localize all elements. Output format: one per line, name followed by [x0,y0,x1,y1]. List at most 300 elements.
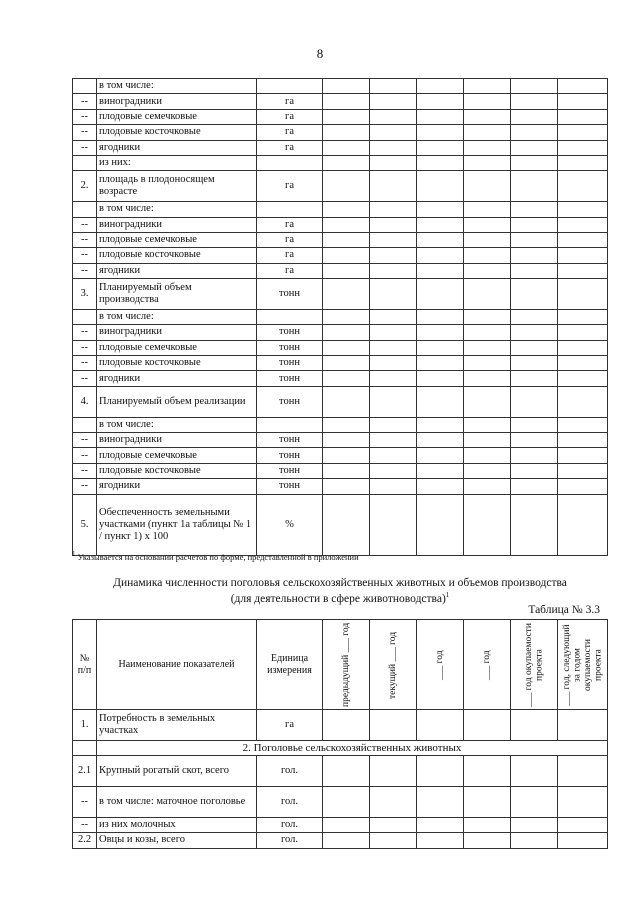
cell-value[interactable] [464,109,511,124]
cell-value[interactable] [370,79,417,94]
cell-value[interactable] [464,325,511,340]
cell-value[interactable] [464,448,511,463]
cell-name: Потребность в земельных участках [97,710,257,741]
cell-value[interactable] [370,217,417,232]
cell-value[interactable] [323,817,370,832]
cell-value[interactable] [558,309,608,324]
cell-value[interactable] [417,125,464,140]
cell-value[interactable] [417,786,464,817]
cell-value[interactable] [323,756,370,787]
cell-value[interactable] [417,817,464,832]
cell-value[interactable] [511,479,558,494]
cell-value[interactable] [511,309,558,324]
cell-value[interactable] [558,340,608,355]
table-row [73,79,608,94]
cell-unit: га [257,125,323,140]
cell-value[interactable] [464,433,511,448]
cell-value[interactable] [464,217,511,232]
table-row [73,833,608,848]
cell-value[interactable] [370,463,417,478]
cell-value[interactable] [323,448,370,463]
cell-value[interactable] [464,710,511,741]
cell-num: -- [73,340,97,355]
cell-unit: гол. [257,756,323,787]
cell-value[interactable] [464,94,511,109]
cell-value[interactable] [323,263,370,278]
cell-name: ягодники [97,371,257,386]
cell-value[interactable] [323,463,370,478]
cell-unit: % [257,494,323,556]
cell-value[interactable] [417,833,464,848]
cell-value[interactable] [464,79,511,94]
table-row [73,433,608,448]
cell-unit: тонн [257,279,323,310]
cell-num [73,202,97,217]
header-after-payback-text: ___ год, следующий за годом окупаемости проекта [561,623,603,706]
cell-value[interactable] [417,325,464,340]
cell-value[interactable] [417,155,464,170]
cell-name: виноградники [97,94,257,109]
cell-value[interactable] [464,248,511,263]
cell-name: ягодники [97,140,257,155]
cell-value[interactable] [464,833,511,848]
cell-name: ягодники [97,479,257,494]
cell-value[interactable] [370,756,417,787]
table-row [73,817,608,832]
cell-value[interactable] [511,94,558,109]
cell-num: -- [73,325,97,340]
cell-num: 5. [73,494,97,556]
section-heading: 2. Поголовье сельскохозяйственных животных [97,740,608,755]
cell-value[interactable] [417,386,464,417]
table-row [73,386,608,417]
cell-value[interactable] [323,248,370,263]
cell-value[interactable] [417,232,464,247]
cell-value[interactable] [511,817,558,832]
cell-value[interactable] [323,371,370,386]
cell-unit: тонн [257,448,323,463]
cell-value[interactable] [511,125,558,140]
cell-name: плодовые семечковые [97,448,257,463]
cell-value[interactable] [417,479,464,494]
header-year1 [417,620,464,710]
cell-value[interactable] [558,710,608,741]
table-row [73,494,608,556]
header-after-payback [558,620,608,710]
cell-value[interactable] [558,171,608,202]
cell-value[interactable] [417,140,464,155]
cell-value[interactable] [370,340,417,355]
cell-unit: га [257,248,323,263]
cell-value[interactable] [417,417,464,432]
footnote [72,550,359,562]
cell-value[interactable] [464,386,511,417]
cell-name: из них: [97,155,257,170]
cell-num: 2. [73,171,97,202]
table-row [73,340,608,355]
cell-value[interactable] [558,325,608,340]
cell-value[interactable] [417,109,464,124]
cell-value[interactable] [558,125,608,140]
cell-value[interactable] [558,463,608,478]
cell-name: в том числе: [97,309,257,324]
cell-value[interactable] [370,325,417,340]
cell-value[interactable] [464,140,511,155]
table-row [73,125,608,140]
header-num: № п/п [73,620,97,710]
cell-value[interactable] [511,232,558,247]
cell-value[interactable] [370,125,417,140]
cell-value[interactable] [370,279,417,310]
cell-value[interactable] [370,109,417,124]
table-row [73,309,608,324]
table-row [73,463,608,478]
cell-unit: га [257,710,323,741]
header-unit: Единица измерения [257,620,323,710]
cell-value[interactable] [464,479,511,494]
cell-value[interactable] [558,79,608,94]
cell-value[interactable] [511,371,558,386]
cell-num [73,79,97,94]
cell-value[interactable] [370,833,417,848]
cell-num: -- [73,463,97,478]
cell-value[interactable] [464,155,511,170]
cell-value[interactable] [417,433,464,448]
cell-value[interactable] [417,309,464,324]
table-row [73,217,608,232]
cell-name: плодовые косточковые [97,463,257,478]
cell-value[interactable] [323,325,370,340]
cell-name: виноградники [97,433,257,448]
cell-value[interactable] [511,263,558,278]
cell-value[interactable] [511,386,558,417]
cell-name: Планируемый объем производства [97,279,257,310]
cell-value[interactable] [511,463,558,478]
cell-num: -- [73,140,97,155]
cell-value[interactable] [558,494,608,556]
cell-name: плодовые семечковые [97,232,257,247]
cell-name: Обеспеченность земельными участками (пункт 1а таблицы № 1 / пункт 1) х 100 [97,494,257,556]
cell-name: площадь в плодоносящем возрасте [97,171,257,202]
cell-value[interactable] [511,79,558,94]
cell-value[interactable] [417,248,464,263]
table-row [73,248,608,263]
table-row [73,448,608,463]
cell-value[interactable] [417,463,464,478]
cell-value[interactable] [511,494,558,556]
cell-value[interactable] [464,202,511,217]
cell-value[interactable] [323,155,370,170]
cell-num: -- [73,371,97,386]
cell-value[interactable] [323,217,370,232]
cell-value[interactable] [511,710,558,741]
table-row [73,171,608,202]
table-row [73,94,608,109]
cell-num: -- [73,109,97,124]
cell-value[interactable] [370,263,417,278]
header-prev-year [323,620,370,710]
cell-value[interactable] [464,309,511,324]
cell-value[interactable] [417,340,464,355]
cell-value[interactable] [464,125,511,140]
cell-value[interactable] [558,279,608,310]
cell-value[interactable] [464,494,511,556]
cell-unit: га [257,171,323,202]
cell-value[interactable] [323,356,370,371]
cell-value[interactable] [370,171,417,202]
cell-value[interactable] [370,140,417,155]
cell-name: Планируемый объем реализации [97,386,257,417]
table-row [73,325,608,340]
cell-value[interactable] [511,417,558,432]
cell-value[interactable] [417,263,464,278]
cell-value[interactable] [323,494,370,556]
cell-name: виноградники [97,217,257,232]
table-header-row [73,620,608,710]
cell-value[interactable] [323,171,370,202]
cell-value[interactable] [370,248,417,263]
table-row [73,232,608,247]
cell-value[interactable] [323,125,370,140]
cell-value[interactable] [511,202,558,217]
cell-value[interactable] [511,248,558,263]
cell-value[interactable] [511,433,558,448]
cell-unit: га [257,232,323,247]
cell-value[interactable] [558,433,608,448]
cell-value[interactable] [323,479,370,494]
cell-name: в том числе: маточное поголовье [97,786,257,817]
cell-name: плодовые косточковые [97,125,257,140]
cell-value[interactable] [370,494,417,556]
cell-num: -- [73,94,97,109]
page-number: 8 [316,46,324,61]
cell-value[interactable] [370,786,417,817]
cell-value[interactable] [511,140,558,155]
cell-unit: тонн [257,463,323,478]
cell-value[interactable] [370,232,417,247]
cell-value[interactable] [511,356,558,371]
cell-value[interactable] [417,494,464,556]
cell-value[interactable] [558,417,608,432]
cell-unit: га [257,217,323,232]
cell-value[interactable] [370,448,417,463]
cell-unit: га [257,94,323,109]
table-row [73,756,608,787]
cell-value[interactable] [464,786,511,817]
crop-area-table [72,78,608,556]
cell-value[interactable] [464,463,511,478]
cell-value[interactable] [464,371,511,386]
cell-value[interactable] [417,356,464,371]
cell-unit [257,417,323,432]
cell-value[interactable] [323,833,370,848]
cell-value[interactable] [558,479,608,494]
cell-value[interactable] [464,817,511,832]
cell-value[interactable] [558,155,608,170]
cell-unit [257,155,323,170]
header-payback-year-text: ___ год окупаемости проекта [523,622,544,707]
cell-name: из них молочных [97,817,257,832]
cell-unit: тонн [257,479,323,494]
cell-value[interactable] [323,140,370,155]
cell-name: виноградники [97,325,257,340]
cell-num [73,740,97,755]
cell-name: в том числе: [97,79,257,94]
section-title-footnote-marker: 1 [445,591,450,599]
cell-value[interactable] [464,263,511,278]
cell-value[interactable] [464,171,511,202]
cell-value[interactable] [323,79,370,94]
cell-value[interactable] [558,817,608,832]
cell-value[interactable] [558,786,608,817]
cell-value[interactable] [558,140,608,155]
cell-num: -- [73,248,97,263]
table-row [73,279,608,310]
cell-value[interactable] [511,448,558,463]
cell-value[interactable] [558,356,608,371]
cell-value[interactable] [558,371,608,386]
table-row [73,371,608,386]
cell-value[interactable] [370,94,417,109]
cell-value[interactable] [511,756,558,787]
cell-value[interactable] [370,202,417,217]
table-row [73,263,608,278]
cell-value[interactable] [511,833,558,848]
cell-unit: тонн [257,356,323,371]
cell-value[interactable] [511,109,558,124]
cell-value[interactable] [370,155,417,170]
cell-value[interactable] [558,756,608,787]
cell-unit: тонн [257,386,323,417]
cell-value[interactable] [323,340,370,355]
cell-value[interactable] [370,817,417,832]
cell-value[interactable] [511,155,558,170]
cell-name: плодовые семечковые [97,340,257,355]
cell-value[interactable] [558,448,608,463]
cell-value[interactable] [323,202,370,217]
cell-name: плодовые косточковые [97,356,257,371]
cell-value[interactable] [464,356,511,371]
cell-unit [257,79,323,94]
cell-num: 4. [73,386,97,417]
cell-value[interactable] [323,386,370,417]
header-payback-year [511,620,558,710]
cell-value[interactable] [511,217,558,232]
cell-value[interactable] [417,202,464,217]
cell-value[interactable] [417,448,464,463]
cell-value[interactable] [323,433,370,448]
cell-num: -- [73,479,97,494]
cell-value[interactable] [511,340,558,355]
cell-value[interactable] [323,109,370,124]
cell-value[interactable] [417,756,464,787]
cell-value[interactable] [323,94,370,109]
table-label: Таблица № 3.3 [528,604,600,616]
cell-value[interactable] [370,710,417,741]
cell-value[interactable] [558,386,608,417]
cell-value[interactable] [417,79,464,94]
cell-value[interactable] [417,171,464,202]
cell-value[interactable] [370,356,417,371]
cell-value[interactable] [370,433,417,448]
table-row [73,155,608,170]
cell-num: -- [73,217,97,232]
cell-value[interactable] [323,786,370,817]
cell-value[interactable] [323,279,370,310]
table-row [73,740,608,755]
cell-value[interactable] [417,217,464,232]
cell-num: -- [73,786,97,817]
cell-value[interactable] [370,371,417,386]
header-prev-year-text: предыдущий ___ год [340,622,351,707]
cell-value[interactable] [558,263,608,278]
cell-value[interactable] [464,417,511,432]
cell-value[interactable] [511,279,558,310]
table-row [73,710,608,741]
table-row [73,356,608,371]
cell-value[interactable] [370,309,417,324]
cell-value[interactable] [558,248,608,263]
cell-num: -- [73,232,97,247]
cell-name: в том числе: [97,417,257,432]
cell-num [73,309,97,324]
cell-value[interactable] [417,279,464,310]
cell-value[interactable] [370,386,417,417]
cell-value[interactable] [370,479,417,494]
footnote-text: Указывается на основании расчетов по форме, представленной в приложении [77,551,359,562]
cell-value[interactable] [464,232,511,247]
cell-value[interactable] [323,309,370,324]
cell-unit: тонн [257,325,323,340]
cell-num: 2.1 [73,756,97,787]
cell-num: 3. [73,279,97,310]
cell-value[interactable] [417,94,464,109]
table-row [73,786,608,817]
cell-value[interactable] [558,94,608,109]
cell-num: 2.2 [73,833,97,848]
cell-num [73,417,97,432]
cell-unit: гол. [257,833,323,848]
cell-value[interactable] [370,417,417,432]
cell-value[interactable] [323,417,370,432]
cell-num: -- [73,263,97,278]
cell-value[interactable] [464,279,511,310]
cell-value[interactable] [558,232,608,247]
cell-value[interactable] [558,217,608,232]
cell-value[interactable] [417,710,464,741]
cell-num: -- [73,356,97,371]
cell-unit: гол. [257,786,323,817]
cell-value[interactable] [558,109,608,124]
table-row [73,479,608,494]
cell-value[interactable] [417,371,464,386]
cell-value[interactable] [558,202,608,217]
cell-unit [257,309,323,324]
cell-value[interactable] [323,232,370,247]
cell-value[interactable] [464,340,511,355]
cell-value[interactable] [511,171,558,202]
table-row [73,109,608,124]
cell-value[interactable] [464,756,511,787]
cell-value[interactable] [323,710,370,741]
cell-unit: га [257,140,323,155]
cell-unit: га [257,109,323,124]
cell-value[interactable] [511,786,558,817]
header-name: Наименование показателей [97,620,257,710]
cell-value[interactable] [511,325,558,340]
cell-name: Крупный рогатый скот, всего [97,756,257,787]
cell-value[interactable] [558,833,608,848]
